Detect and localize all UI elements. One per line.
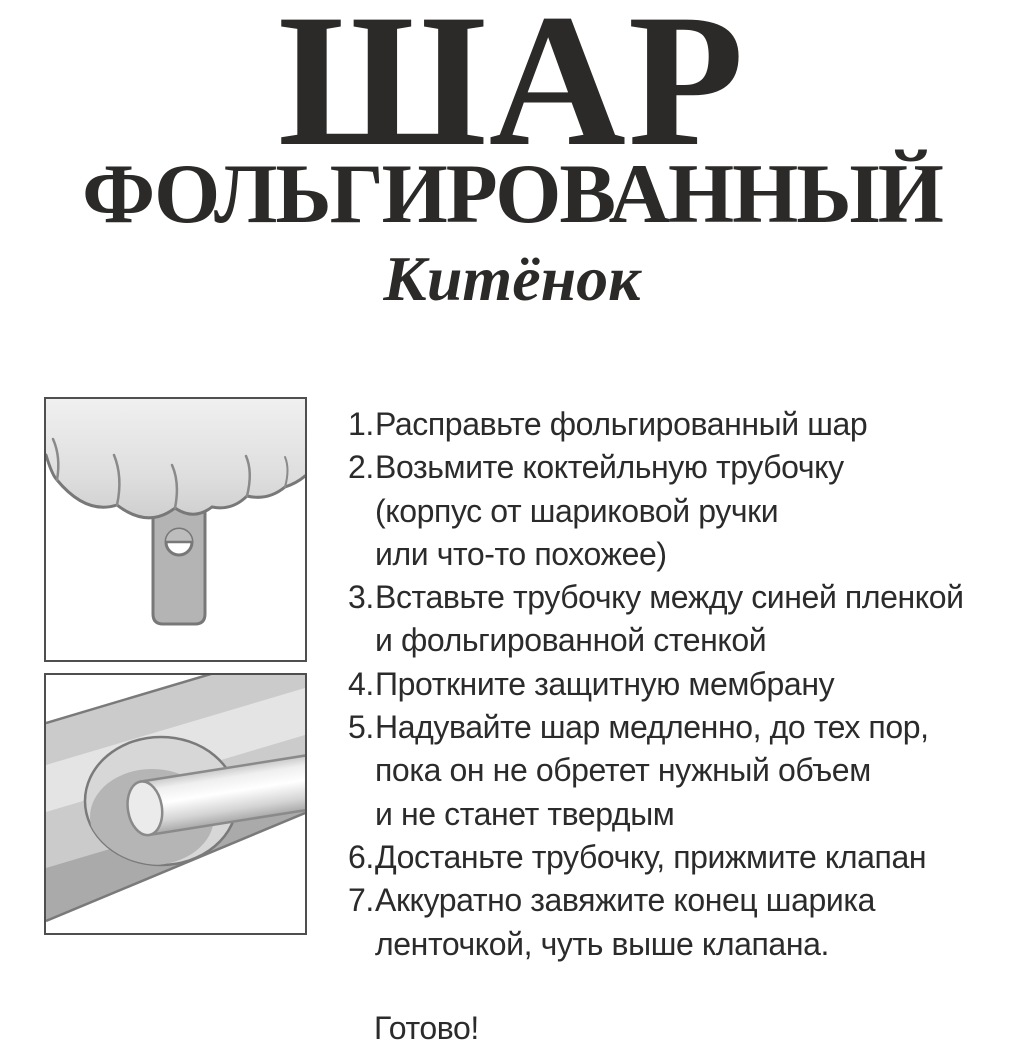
instruction-step [348, 663, 1018, 706]
step-line: Аккуратно завяжите конец шарика [375, 882, 876, 919]
step-number: 4. [348, 665, 374, 702]
instructions-list [348, 403, 1018, 966]
step-line: и фольгированной стенкой [375, 622, 767, 659]
step-line: (корпус от шариковой ручки [375, 492, 779, 529]
step-number: 3. [348, 579, 374, 616]
step-line: пока он не обретет нужный объем [375, 752, 871, 789]
step-number: 6. [348, 838, 374, 875]
instruction-step [348, 836, 1018, 879]
step-number: 2. [348, 449, 374, 486]
ready-label: Готово! [374, 1010, 479, 1046]
step-number: 1. [348, 406, 374, 442]
step-line: Вставьте трубочку между синей пленкой [375, 579, 964, 616]
step-line: Проткните защитную мембрану [375, 665, 835, 702]
step-line: Достаньте трубочку, прижмите клапан [375, 838, 927, 875]
step-number: 7. [348, 882, 374, 919]
straw-in-valve-illustration [46, 675, 305, 933]
step-line: Расправьте фольгированный шар [375, 406, 868, 442]
instruction-step [348, 879, 1018, 966]
balloon-bottom [46, 399, 305, 518]
valve-tab-hole [166, 529, 192, 555]
instruction-step [348, 403, 1018, 446]
page-subtitle: ФОЛЬГИРОВАННЫЙ [82, 147, 942, 241]
instruction-step [348, 576, 1018, 663]
product-name: Китёнок [383, 243, 641, 314]
figure-straw-in-valve [44, 673, 307, 935]
step-line: Надувайте шар медленно, до тех пор, [375, 709, 929, 746]
step-line: ленточкой, чуть выше клапана. [375, 925, 829, 962]
step-line: Возьмите коктейльную трубочку [375, 449, 844, 486]
balloon-valve-illustration [46, 399, 305, 660]
instruction-step [348, 446, 1018, 576]
step-line: и не станет твердым [375, 795, 675, 832]
instruction-step [348, 706, 1018, 836]
page-title: ШАР [278, 0, 746, 186]
step-line: или что-то похожее) [375, 535, 667, 572]
figure-balloon-valve-tab [44, 397, 307, 662]
step-number: 5. [348, 709, 374, 746]
